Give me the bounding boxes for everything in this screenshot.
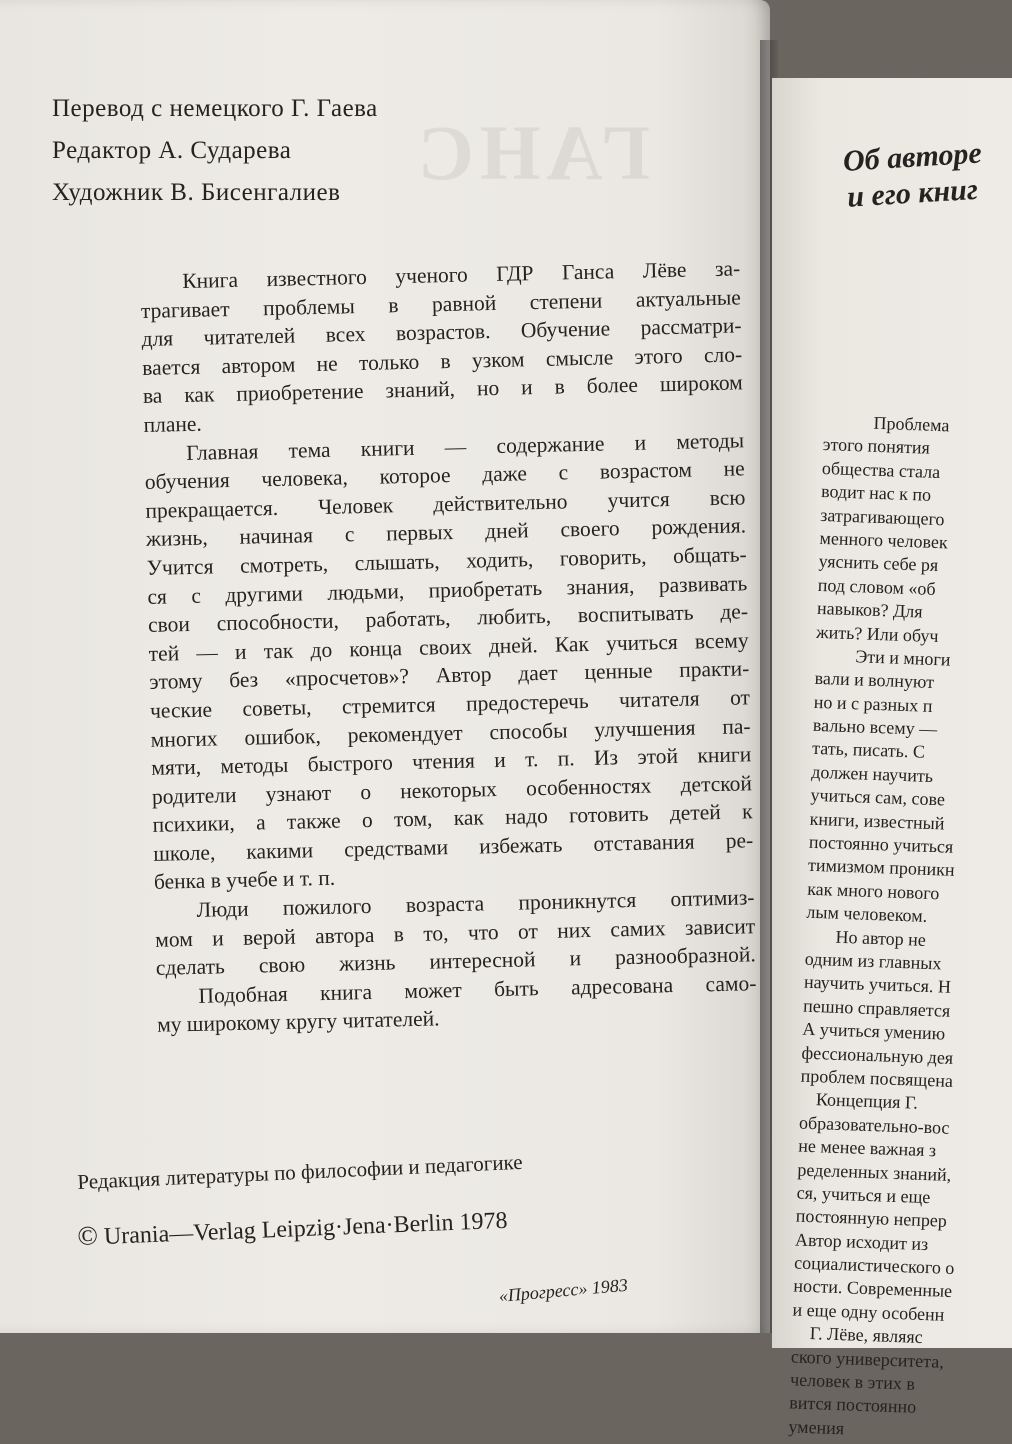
- right-text-line: умения: [788, 1416, 845, 1439]
- chapter-title: [842, 136, 985, 216]
- editor-credit: Редактор А. Сударева: [52, 137, 292, 164]
- annotation-line: ческие советы, стремится предостеречь читателя от: [149, 685, 751, 723]
- right-text-line: вали и волнуют: [814, 668, 935, 693]
- annotation-line: для читателей всех возрастов. Обучение рассматри-: [141, 313, 742, 352]
- right-text-line: навыков? Для: [816, 598, 923, 622]
- credits-block: [52, 88, 378, 214]
- right-text-line: научить учиться. Н: [803, 972, 952, 998]
- right-text-line: водит нас к по: [820, 481, 932, 505]
- annotation-line: сделать свою жизнь интересной и разнообразной.: [155, 942, 757, 981]
- right-text-line: ского университета,: [790, 1346, 945, 1372]
- right-text-line: пешно справляется: [802, 995, 951, 1021]
- copyright-line: [77, 1203, 523, 1252]
- annotation-line: ся с другими людьми, приобретать знания, развивать: [147, 570, 748, 609]
- editorial-office: Редакция литературы по философии и педагогике: [76, 1149, 524, 1195]
- right-text-line: вится постоянно: [788, 1392, 917, 1418]
- right-text-line: Но автор не: [835, 926, 927, 950]
- right-text-line: вально всему —: [812, 714, 938, 740]
- right-text-line: фессиональную дея: [801, 1042, 954, 1068]
- annotation-line: школе, какими средствами избежать отставания ре-: [153, 828, 754, 866]
- right-text-line: но и с разных п: [813, 691, 933, 716]
- annotation-line: тей — и так до конца своих дней. Как учиться всему: [148, 628, 749, 666]
- right-text-line: образовательно-вос: [798, 1112, 950, 1138]
- right-text-line: Эти и многи: [855, 646, 951, 670]
- annotation-text: [140, 254, 757, 1039]
- right-text-line: должен научить: [811, 761, 934, 786]
- copyright-symbol: ©: [76, 1220, 99, 1252]
- show-through-print: ГАНС: [411, 109, 650, 196]
- right-text-line: тимизмом проникн: [807, 855, 955, 881]
- annotation-line: трагивает проблемы в равной степени актуальные: [140, 284, 742, 323]
- right-text-line: жить? Или обуч: [815, 621, 939, 646]
- right-text-line: как много нового: [806, 878, 940, 904]
- annotation-line: этому без «просчетов»? Автор дает ценные практи-: [149, 656, 750, 695]
- annotation-line: Подобная книга может быть адресована само-: [198, 971, 757, 1008]
- annotation-line: Учится смотреть, слышать, ходить, говорить, общать-: [146, 542, 747, 580]
- right-text-line: Концепция Г.: [815, 1089, 919, 1114]
- artist-credit: Художник В. Бисенгалиев: [52, 179, 341, 206]
- right-text-line: Автор исходит из: [794, 1229, 929, 1254]
- right-text-line: ности. Современные: [793, 1275, 953, 1302]
- right-text-line: под словом «об: [817, 574, 937, 599]
- annotation-line: многих ошибок, рекомендует способы улучшения па-: [150, 713, 751, 752]
- right-text-line: учиться сам, сове: [810, 785, 946, 810]
- right-text-line: постоянно учиться: [808, 831, 954, 857]
- right-text-line: ределенных знаний,: [797, 1159, 952, 1185]
- annotation-line: мом и верой автора в то, что от них самих зависит: [154, 913, 756, 952]
- annotation-line: бенка в учебе и т. п.: [153, 866, 336, 895]
- right-text-line: и еще одну особенн: [792, 1299, 945, 1325]
- right-text-line: Г. Лёве, являяс: [809, 1323, 924, 1348]
- right-text-line: постоянную непрер: [795, 1205, 948, 1232]
- right-text-line: проблем посвящена: [800, 1065, 954, 1091]
- annotation-line: свои способности, работать, любить, воспитывать де-: [147, 599, 749, 638]
- right-text-line: затрагивающего: [820, 504, 945, 529]
- annotation-line: плане.: [143, 411, 203, 437]
- right-text-line: лым человеком.: [806, 901, 928, 927]
- chapter-title-line: Об авторе: [842, 136, 983, 178]
- chapter-title-line: и его книг: [846, 172, 979, 214]
- copyright-text: Urania—Verlag Leipzig·Jena·Berlin 1978: [103, 1207, 508, 1250]
- right-text-line: социалистического о: [793, 1252, 955, 1279]
- right-text-line: менного человек: [819, 527, 949, 553]
- annotation-line: Люди пожилого возраста проникнутся оптимиз-: [196, 885, 755, 922]
- right-page-text: [788, 410, 984, 1444]
- translator-credit: Перевод с немецкого Г. Гаева: [52, 95, 378, 122]
- right-text-line: человек в этих в: [789, 1369, 916, 1394]
- annotation-line: Главная тема книги — содержание и методы: [185, 427, 745, 465]
- annotation-line: прекращается. Человек действительно учится всю: [145, 485, 746, 523]
- right-text-line: Проблема: [873, 412, 950, 436]
- right-page: [772, 78, 1012, 1439]
- right-text-line: уяснить себе ря: [818, 551, 939, 576]
- right-text-line: тать, писать. С: [811, 738, 926, 763]
- annotation-line: родители узнают о некоторых особенностях детской: [151, 770, 753, 809]
- annotation-line: ва как приобретение знаний, но и в более широком: [142, 370, 744, 409]
- right-text-line: одним из главных: [804, 948, 942, 974]
- progress-copyright: «Прогресс» 1983: [498, 1274, 629, 1306]
- annotation-line: психики, а также о том, как надо готовить детей к: [152, 799, 753, 838]
- right-text-line: ся, учиться и еще: [796, 1182, 931, 1208]
- annotation-line: обучения человека, которое даже с возрастом не: [144, 456, 745, 495]
- right-text-line: общества стала: [821, 457, 941, 482]
- right-text-line: книги, известный: [809, 808, 945, 834]
- annotation-line: Книга известного ученого ГДР Ганса Лёве за-: [182, 256, 741, 294]
- annotation-line: му широкому кругу читателей.: [156, 1006, 440, 1038]
- annotation-line: вается автором не только в узком смысле этого сло-: [141, 342, 743, 380]
- imprint-block: [76, 1149, 524, 1252]
- right-text-line: этого понятия: [822, 434, 931, 459]
- annotation-line: мяти, методы быстрого чтения и т. п. Из этой книги: [151, 742, 752, 780]
- right-text-line: не менее важная з: [797, 1135, 937, 1161]
- right-text-line: А учиться умению: [802, 1018, 946, 1044]
- annotation-line: жизнь, начиная с первых дней своего рождения.: [145, 513, 747, 552]
